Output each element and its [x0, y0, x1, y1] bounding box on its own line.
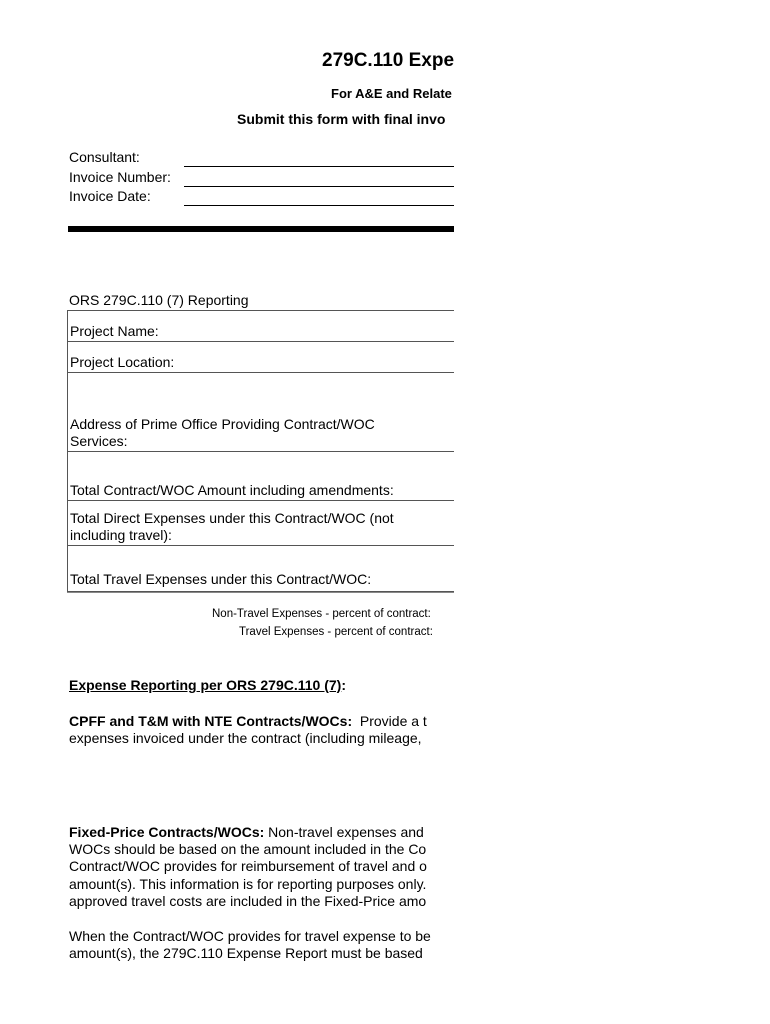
consultant-label: Consultant:: [69, 149, 140, 165]
cpff-heading: CPFF and T&M with NTE Contracts/WOCs:: [69, 713, 353, 729]
cpff-text-1: Provide a t: [352, 713, 427, 729]
travel-percent-label: Travel Expenses - percent of contract:: [239, 626, 433, 638]
invoice-date-field[interactable]: [184, 205, 454, 206]
expense-reporting-heading: [69, 677, 346, 693]
travel-expenses-row[interactable]: [68, 546, 454, 590]
invoice-number-field[interactable]: [184, 186, 454, 187]
fixed-text-4: amount(s). This information is for reporting purposes only.: [69, 876, 427, 892]
section-divider: [68, 226, 454, 232]
direct-expenses-row[interactable]: [68, 501, 454, 546]
heading-colon: :: [341, 677, 346, 693]
expense-reporting-heading-text: Expense Reporting per ORS 279C.110 (7): [69, 677, 342, 693]
cpff-paragraph-line1: [69, 713, 427, 730]
when-text-2: amount(s), the 279C.110 Expense Report must be based: [69, 945, 423, 961]
form-title: 279C.110 Expe: [322, 50, 454, 71]
fixed-text-3: Contract/WOC provides for reimbursement of travel and o: [69, 858, 427, 874]
direct-expenses-label: Total Direct Expenses under this Contract/WOC (not including travel):: [70, 510, 394, 543]
fixed-text-5: approved travel costs are included in the Fixed-Price amo: [69, 893, 427, 909]
fixed-heading: Fixed-Price Contracts/WOCs:: [69, 824, 265, 840]
project-location-row[interactable]: [68, 342, 454, 373]
non-travel-percent-label: Non-Travel Expenses - percent of contract:: [212, 608, 431, 620]
project-name-label: Project Name:: [70, 323, 159, 339]
submit-note: Submit this form with final invo: [237, 111, 446, 127]
travel-expenses-label: Total Travel Expenses under this Contract/WOC:: [70, 571, 372, 587]
reporting-table: [67, 310, 454, 592]
cpff-text-2: expenses invoiced under the contract (including mileage,: [69, 730, 422, 746]
address-row[interactable]: [68, 373, 454, 452]
consultant-field[interactable]: [184, 166, 454, 167]
fixed-paragraph-line1: [69, 824, 424, 841]
fixed-text-2: WOCs should be based on the amount included in the Co: [69, 841, 427, 857]
when-text-1: When the Contract/WOC provides for travel expense to be: [69, 928, 431, 944]
total-amount-row[interactable]: [68, 452, 454, 501]
fixed-text-1: Non-travel expenses and: [264, 824, 424, 840]
project-location-label: Project Location:: [70, 354, 175, 370]
invoice-date-label: Invoice Date:: [69, 188, 151, 204]
address-label: Address of Prime Office Providing Contract/WOC Services:: [70, 416, 375, 449]
reporting-section-label: ORS 279C.110 (7) Reporting: [69, 292, 249, 308]
invoice-number-label: Invoice Number:: [69, 169, 171, 185]
form-subtitle: For A&E and Relate: [331, 86, 452, 101]
project-name-row[interactable]: [68, 311, 454, 342]
total-amount-label: Total Contract/WOC Amount including amendments:: [70, 482, 394, 498]
